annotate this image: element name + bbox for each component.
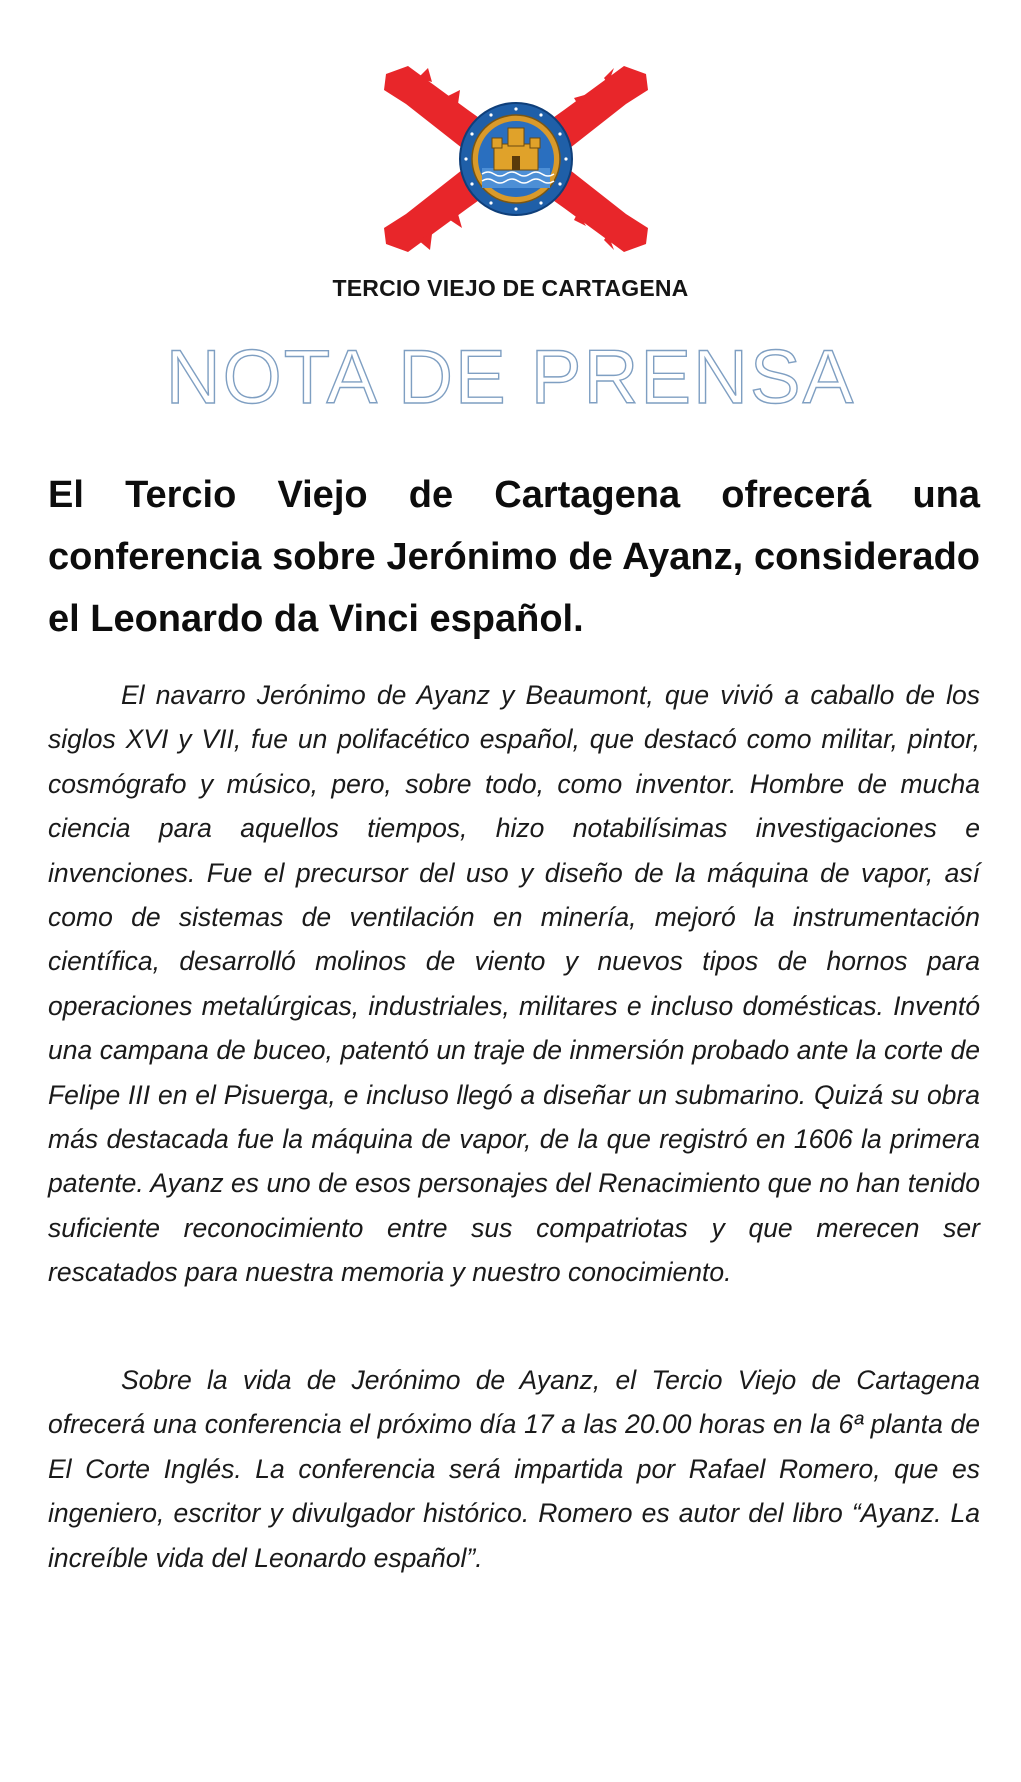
press-headline: El Tercio Viejo de Cartagena ofrecerá una conferencia sobre Jerónimo de Ayanz, considerado el Leonardo da Vinci español. [48,474,980,640]
tercio-seal-logo [378,64,654,254]
organization-name: TERCIO VIEJO DE CARTAGENA [332,275,689,301]
document-type-title: NOTA DE PRENSA [165,335,856,420]
body-paragraph-2: Sobre la vida de Jerónimo de Ayanz, el Tercio Viejo de Cartagena ofrecerá una conferencia el próximo día 17 a las 20.00 horas en la 6ª planta de El Corte Inglés. La conferencia será impartida por Rafael Romero, que es ingeniero, escritor y divulgador histórico. Romero es autor del libro “Ayanz. La increíble vida del Leonardo español”. [48,1365,980,1573]
cross-of-burgundy-icon [378,64,654,254]
body-paragraph-1: El navarro Jerónimo de Ayanz y Beaumont, que vivió a caballo de los siglos XVI y VII, fue un polifacético español, que destacó como militar, pintor, cosmógrafo y músico, pero, sobre todo, como inventor. Hombre de mucha ciencia para aquellos tiempos, hizo notabilísimas investigaciones e invenciones. Fue el precursor del uso y diseño de la máquina de vapor, así como de sistemas de ventilación en minería, mejoró la instrumentación científica, desarrolló molinos de viento y nuevos tipos de hornos para operaciones metalúrgicas, industriales, militares e incluso domésticas. Inventó una campana de buceo, patentó un traje de inmersión probado ante la corte de Felipe III en el Pisuerga, e incluso llegó a diseñar un submarino. Quizá su obra más destacada fue la máquina de vapor, de la que registró en 1606 la primera patente. Ayanz es uno de esos personajes del Renacimiento que no han tenido suficiente reconocimiento entre sus compatriotas y que merecen ser rescatados para nuestra memoria y nuestro conocimiento. [48,680,980,1288]
